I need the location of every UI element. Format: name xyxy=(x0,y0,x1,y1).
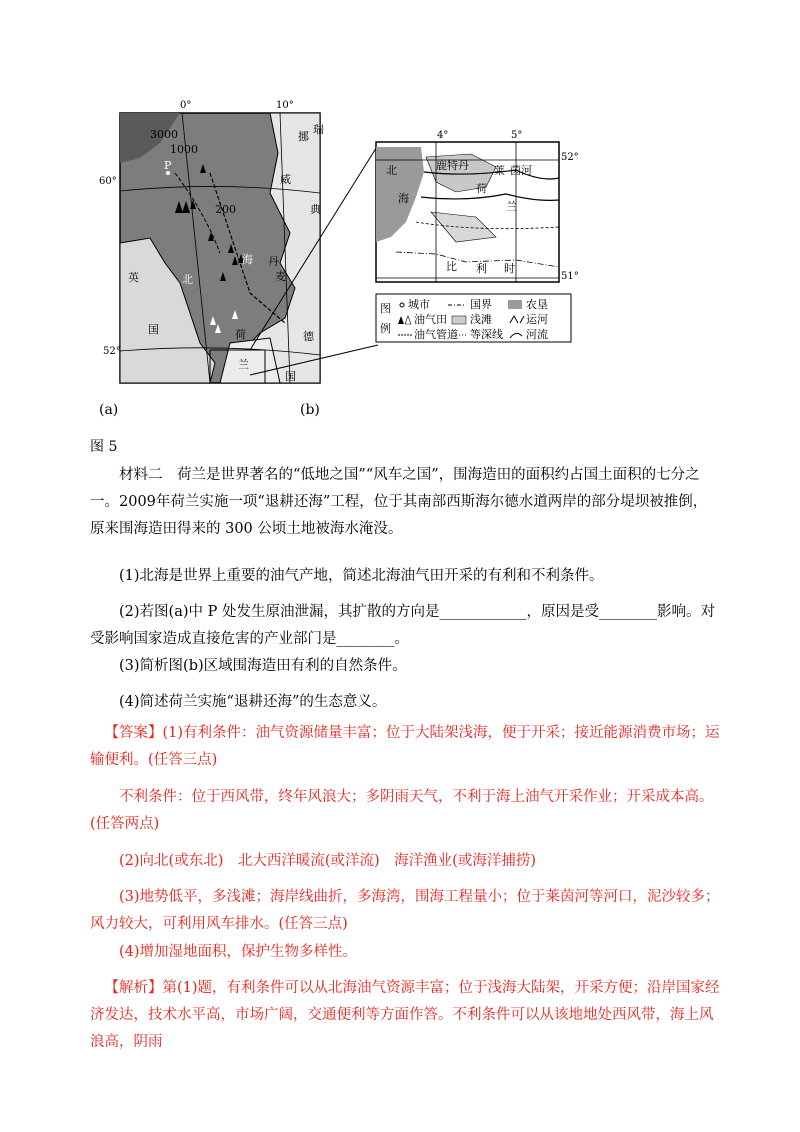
figure-number: 图 5 xyxy=(90,439,118,455)
map-a-lon-0: 0° xyxy=(180,100,192,111)
map-b-lat-52: 52° xyxy=(561,152,579,163)
caption-a: (a) xyxy=(99,402,119,418)
map-b-lon-5: 5° xyxy=(511,130,523,141)
legend-city: 城市 xyxy=(408,298,430,311)
label-p: P xyxy=(164,159,172,172)
answer-1-text: (1)有利条件：油气资源储量丰富；位于大陆架浅海，便于开采；接近能源消费市场；运输便利。(任答三点) xyxy=(90,725,720,768)
label-rui: 瑞 xyxy=(313,123,324,136)
label-bi: 比 xyxy=(446,260,457,273)
label-lan: 兰 xyxy=(238,358,249,371)
label-bei: 北 xyxy=(182,273,193,286)
label-rotterdam: 鹿特丹 xyxy=(436,159,469,172)
map-b xyxy=(376,142,571,347)
question-1: (1)北海是世界上重要的油气产地，简述北海油气田开采的有利和不利条件。 xyxy=(119,568,604,584)
label-lan-b: 兰 xyxy=(506,200,517,213)
legend-border: 国界 xyxy=(470,298,492,311)
legend-pipeline: 油气管道 xyxy=(414,328,458,341)
label-de: 德 xyxy=(303,330,314,343)
answer-label: 【答案】 xyxy=(104,725,163,741)
map-a-lat-52: 52° xyxy=(103,346,121,357)
map-b-lat-51: 51° xyxy=(561,271,579,282)
label-dian: 典 xyxy=(310,203,321,216)
legend-shoal: 浅滩 xyxy=(470,313,492,326)
contour-label-200: 200 xyxy=(215,203,236,216)
label-nuo: 挪 xyxy=(298,130,309,143)
answer-3: (3)地势低平，多浅滩；海岸线曲折，多海湾，围海工程量小；位于莱茵河等河口，泥沙较多；风力较大，可利用风车排水。(任答三点) xyxy=(90,889,720,932)
label-wei: 威 xyxy=(280,173,291,186)
label-hai: 海 xyxy=(242,253,253,266)
label-shi: 时 xyxy=(504,262,515,275)
caption-b: (b) xyxy=(300,402,320,418)
label-li: 利 xyxy=(476,262,487,275)
contour-label-1000: 1000 xyxy=(170,143,198,156)
legend-river: 河流 xyxy=(526,328,548,341)
material-two: 材料二 荷兰是世界著名的“低地之国”“风车之国”，围海造田的面积约占国土面积的七分之一。2009年荷兰实施一项“退耕还海”工程，位于其南部西斯海尔德水道两岸的部分堤坝被推倒，原来围海造田得来的 300 公顷土地被海水淹没。 xyxy=(90,467,708,537)
inset-connector xyxy=(250,140,380,380)
label-he: 荷 xyxy=(235,328,246,341)
legend-title-1: 图 xyxy=(380,302,391,315)
legend-title-2: 例 xyxy=(380,322,391,335)
label-lai: 莱 xyxy=(494,164,505,177)
answer-2: (2)向北(或东北) 北大西洋暖流(或洋流) 海洋渔业(或海洋捕捞) xyxy=(119,853,536,869)
map-b-graphic xyxy=(376,142,571,347)
label-he-b: 荷 xyxy=(476,182,487,195)
label-yinhe: 茵河 xyxy=(510,164,532,177)
analysis xyxy=(90,975,720,1056)
map-a-lon-10: 10° xyxy=(276,100,294,111)
label-ying: 英 xyxy=(128,271,139,284)
map-a-lat-60: 60° xyxy=(99,176,117,187)
label-hai-b: 海 xyxy=(398,192,409,205)
legend-canal: 运河 xyxy=(526,313,548,326)
contour-label-3000: 3000 xyxy=(150,128,178,141)
question-3: (3)简析图(b)区域围海造田有利的自然条件。 xyxy=(119,658,407,674)
label-guo-uk: 国 xyxy=(148,323,159,336)
answer-1-favorable xyxy=(90,720,720,774)
answer-1-unfavorable: 不利条件：位于西风带，终年风浪大；多阴雨天气，不利于海上油气开采作业；开采成本高。(任答两点) xyxy=(90,789,714,832)
answer-4: (4)增加湿地面积，保护生物多样性。 xyxy=(119,944,358,960)
label-bei-b: 北 xyxy=(386,164,397,177)
question-2: (2)若图(a)中 P 处发生原油泄漏，其扩散的方向是____________，原因是受________影响。对受影响国家造成直接危害的产业部门是________。 xyxy=(90,604,715,647)
legend-isobath: 等深线 xyxy=(470,328,503,341)
label-guo-de: 国 xyxy=(285,370,296,383)
legend-oilfield: 油气田 xyxy=(414,313,447,326)
map-b-lon-4: 4° xyxy=(437,130,449,141)
analysis-text: 第(1)题，有利条件可以从北海油气资源丰富；位于浅海大陆架，开采方便；沿岸国家经济发达，技术水平高，市场广阔，交通便利等方面作答。不利条件可以从该地地处西风带，海上风浪高，阴雨 xyxy=(90,980,720,1050)
analysis-label: 【解析】 xyxy=(104,980,163,996)
legend-farmland: 农垦 xyxy=(526,298,548,311)
label-mai: 麦 xyxy=(275,270,286,283)
label-dan: 丹 xyxy=(268,255,279,268)
question-4: (4)简述荷兰实施“退耕还海”的生态意义。 xyxy=(119,694,387,710)
